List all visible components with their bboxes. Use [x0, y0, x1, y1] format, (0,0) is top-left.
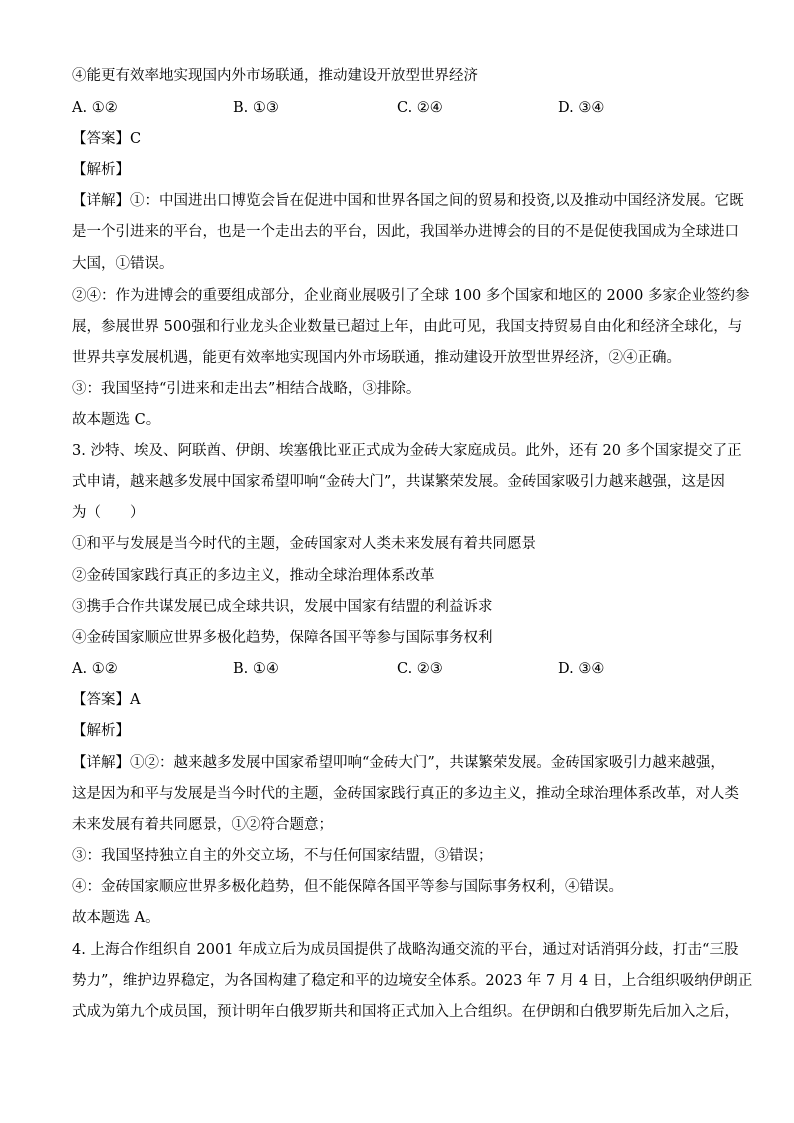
q4-stem-line: 4. 上海合作组织自 2001 年成立后为成员国提供了战略沟通交流的平台，通过对话消弭分歧，打击“三股 [72, 942, 739, 958]
q2-option-4: ④能更有效率地实现国内外市场联通，推动建设开放型世界经济 [72, 68, 478, 84]
q2-choice-b: B. ①③ [233, 100, 279, 116]
q2-detail-line: 展，参展世界 500强和行业龙头企业数量已超过上年，由此可见，我国支持贸易自由化和经济全球化，与 [72, 319, 743, 335]
q2-detail-line: 是一个引进来的平台，也是一个走出去的平台，因此，我国举办进博会的目的不是促使我国成为全球进口 [72, 224, 739, 240]
q3-detail-line: ④：金砖国家顺应世界多极化趋势，但不能保障各国平等参与国际事务权利，④错误。 [72, 879, 623, 895]
q2-detail-line: ②④：作为进博会的重要组成部分，企业商业展吸引了全球 100 多个国家和地区的 2000 多家企业签约参 [72, 288, 750, 304]
q3-option-3: ③携手合作共谋发展已成全球共识，发展中国家有结盟的利益诉求 [72, 599, 493, 615]
q3-analysis-heading: 【解析】 [72, 723, 130, 739]
q2-detail-line: ③：我国坚持“引进来和走出去”相结合战略，③排除。 [72, 381, 421, 397]
q2-choice-d: D. ③④ [558, 100, 605, 116]
q2-conclusion: 故本题选 C。 [72, 412, 161, 428]
q2-detail-line: 【详解】①：中国进出口博览会旨在促进中国和世界各国之间的贸易和投资,以及推动中国经济发展。它既 [72, 193, 744, 209]
q3-answer: 【答案】A [72, 692, 141, 708]
q3-choice-c: C. ②③ [397, 661, 443, 677]
q2-answer: 【答案】C [72, 131, 142, 147]
q3-choice-b: B. ①④ [233, 661, 279, 677]
q2-choice-a: A. ①② [72, 100, 118, 116]
q3-conclusion: 故本题选 A。 [72, 910, 160, 926]
q3-detail-line: 这是因为和平与发展是当今时代的主题，金砖国家践行真正的多边主义，推动全球治理体系改革，对人类 [72, 786, 739, 802]
q3-detail-line: 未来发展有着共同愿景，①②符合题意； [72, 817, 333, 833]
q3-detail-line: ③：我国坚持独立自主的外交立场，不与任何国家结盟，③错误； [72, 848, 493, 864]
q4-stem-line: 式成为第九个成员国，预计明年白俄罗斯共和国将正式加入上合组织。在伊朗和白俄罗斯先后加入之后， [72, 1004, 739, 1020]
q2-choice-c: C. ②④ [397, 100, 443, 116]
q2-analysis-heading: 【解析】 [72, 162, 130, 178]
q3-choice-d: D. ③④ [558, 661, 605, 677]
q3-stem-line: 式申请，越来越多发展中国家希望叩响“金砖大门”，共谋繁荣发展。金砖国家吸引力越来越强，这是因 [72, 474, 725, 490]
q2-detail-line: 大国，①错误。 [72, 256, 174, 272]
q3-option-2: ②金砖国家践行真正的多边主义，推动全球治理体系改革 [72, 568, 435, 584]
q3-stem-line: 3. 沙特、埃及、阿联酋、伊朗、埃塞俄比亚正式成为金砖大家庭成员。此外，还有 20 多个国家提交了正 [72, 443, 742, 459]
q3-choice-a: A. ①② [72, 661, 118, 677]
q4-stem-line: 势力”，维护边界稳定，为各国构建了稳定和平的边境安全体系。2023 年 7 月 4 日，上合组织吸纳伊朗正 [72, 973, 753, 989]
q2-detail-line: 世界共享发展机遇，能更有效率地实现国内外市场联通，推动建设开放型世界经济，②④正确。 [72, 350, 681, 366]
q3-detail-line: 【详解】①②：越来越多发展中国家希望叩响“金砖大门”，共谋繁荣发展。金砖国家吸引力越来越强， [72, 755, 725, 771]
q3-option-1: ①和平与发展是当今时代的主题，金砖国家对人类未来发展有着共同愿景 [72, 536, 536, 552]
q3-option-4: ④金砖国家顺应世界多极化趋势，保障各国平等参与国际事务权利 [72, 630, 493, 646]
q3-stem-line: 为（ ） [72, 505, 145, 521]
